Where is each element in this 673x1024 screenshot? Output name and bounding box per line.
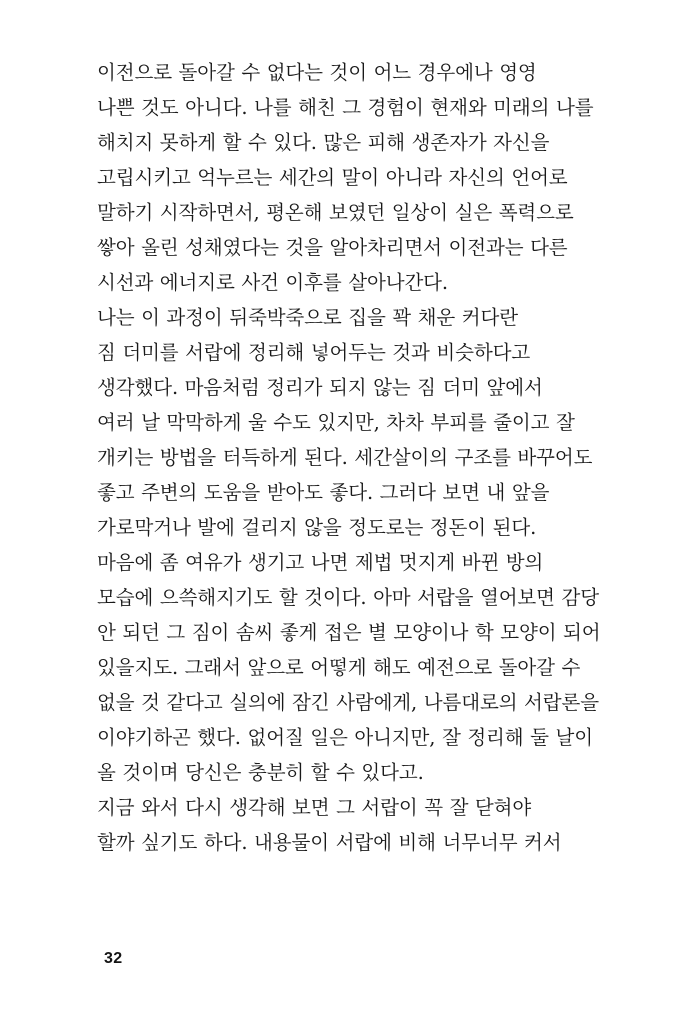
text-line: 할까 싶기도 하다. 내용물이 서랍에 비해 너무너무 커서	[97, 831, 562, 854]
text-line: 나쁜 것도 아니다. 나를 해친 그 경험이 현재와 미래의 나를	[97, 96, 594, 119]
text-line: 생각했다. 마음처럼 정리가 되지 않는 짐 더미 앞에서	[97, 376, 543, 399]
text-line: 해치지 못하게 할 수 있다. 많은 피해 생존자가 자신을	[97, 131, 550, 154]
page-number: 32	[104, 950, 123, 967]
text-line: 마음에 좀 여유가 생기고 나면 제법 멋지게 바뀐 방의	[97, 551, 544, 574]
text-line: 이전으로 돌아갈 수 없다는 것이 어느 경우에나 영영	[97, 61, 537, 84]
text-line: 짐 더미를 서랍에 정리해 넣어두는 것과 비슷하다고	[97, 341, 531, 364]
text-line: 이야기하곤 했다. 없어질 일은 아니지만, 잘 정리해 둘 날이	[97, 726, 593, 749]
text-line: 좋고 주변의 도움을 받아도 좋다. 그러다 보면 내 앞을	[97, 481, 550, 504]
paragraph-3	[63, 545, 601, 790]
text-line: 있을지도. 그래서 앞으로 어떻게 해도 예전으로 돌아갈 수	[97, 656, 581, 679]
text-line: 가로막거나 발에 걸리지 않을 정도로는 정돈이 된다.	[97, 516, 537, 539]
text-line: 모습에 으쓱해지기도 할 것이다. 아마 서랍을 열어보면 감당	[97, 586, 599, 609]
paragraph-1	[63, 55, 594, 300]
text-line: 올 것이며 당신은 충분히 할 수 있다고.	[97, 761, 424, 784]
text-line: 개키는 방법을 터득하게 된다. 세간살이의 구조를 바꾸어도	[97, 446, 593, 469]
paragraph-4	[63, 790, 577, 860]
text-line: 나는 이 과정이 뒤죽박죽으로 집을 꽉 채운 커다란	[97, 306, 518, 329]
text-line: 시선과 에너지로 사건 이후를 살아나간다.	[97, 271, 449, 294]
text-line: 없을 것 같다고 실의에 잠긴 사람에게, 나름대로의 서랍론을	[97, 691, 599, 714]
text-line: 여러 날 막막하게 울 수도 있지만, 차차 부피를 줄이고 잘	[97, 411, 575, 434]
paragraph-2	[63, 300, 593, 545]
text-line: 고립시키고 억누르는 세간의 말이 아니라 자신의 언어로	[97, 166, 568, 189]
text-line: 말하기 시작하면서, 평온해 보였던 일상이 실은 폭력으로	[97, 201, 574, 224]
page-text-body	[63, 55, 601, 860]
text-line: 지금 와서 다시 생각해 보면 그 서랍이 꼭 잘 닫혀야	[97, 796, 532, 819]
text-line: 안 되던 그 짐이 솜씨 좋게 접은 별 모양이나 학 모양이 되어	[97, 621, 601, 644]
text-line: 쌓아 올린 성채였다는 것을 알아차리면서 이전과는 다른	[97, 236, 568, 259]
